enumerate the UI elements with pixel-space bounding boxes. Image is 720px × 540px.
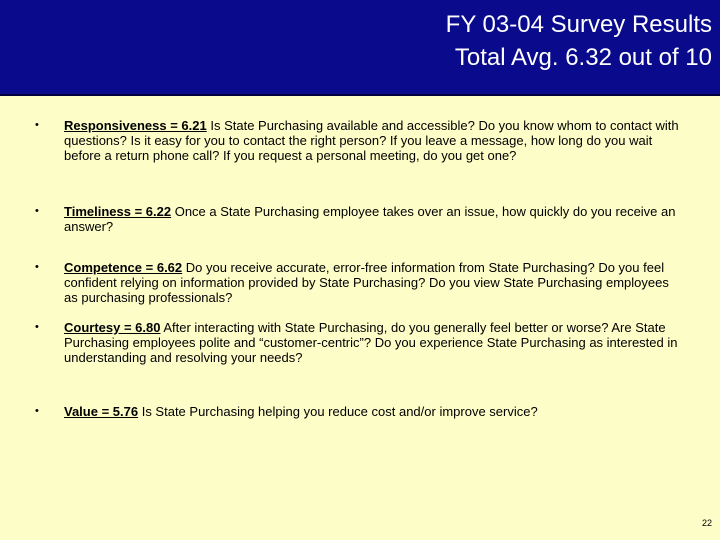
list-item-text [64, 320, 686, 365]
list-item-term: Responsiveness = 6.21 [64, 118, 207, 133]
list-item-description: Is State Purchasing helping you reduce cost and/or improve service? [138, 404, 538, 419]
bullet-icon: • [35, 119, 39, 131]
list-item-term: Courtesy = 6.80 [64, 320, 161, 335]
list-item-description: After interacting with State Purchasing, do you generally feel better or worse? Are State Purchasing employees polite and “customer-centric”? Do you experience State Purchasing as interested in understanding and resolving your needs? [64, 320, 678, 365]
slide-title-line-1: FY 03-04 Survey Results [445, 11, 712, 38]
list-item-text [64, 260, 686, 305]
bullet-icon: • [35, 205, 39, 217]
list-item-description: Is State Purchasing available and accessible? Do you know whom to contact with questions? Is it easy for you to contact the right person? If you leave a message, how long do you wait before a return phone call? If you request a personal meeting, do you get one? [64, 118, 679, 163]
list-item-text [64, 404, 686, 419]
page-number: 22 [701, 518, 712, 528]
title-banner [0, 0, 720, 96]
survey-results-list [0, 118, 720, 434]
list-item-description: Do you receive accurate, error-free information from State Purchasing? Do you feel confident relying on information provided by State Purchasing? Do you view State Purchasing employees as purchasing professionals? [64, 260, 669, 305]
list-item-timeliness [0, 204, 720, 260]
bullet-icon: • [35, 405, 39, 417]
bullet-icon: • [35, 321, 39, 333]
list-item-value [0, 404, 720, 434]
list-item-term: Competence = 6.62 [64, 260, 183, 275]
bullet-icon: • [35, 261, 39, 273]
list-item-term: Value = 5.76 [64, 404, 139, 419]
list-item-courtesy [0, 320, 720, 404]
slide-title [446, 8, 712, 74]
slide-title-line-2: Total Avg. 6.32 out of 10 [454, 44, 712, 71]
list-item-description: Once a State Purchasing employee takes over an issue, how quickly do you receive an answer? [64, 204, 676, 234]
list-item-responsiveness [0, 118, 720, 204]
list-item-text [64, 204, 686, 234]
list-item-text [64, 118, 686, 163]
list-item-competence [0, 260, 720, 320]
list-item-term: Timeliness = 6.22 [64, 204, 172, 219]
